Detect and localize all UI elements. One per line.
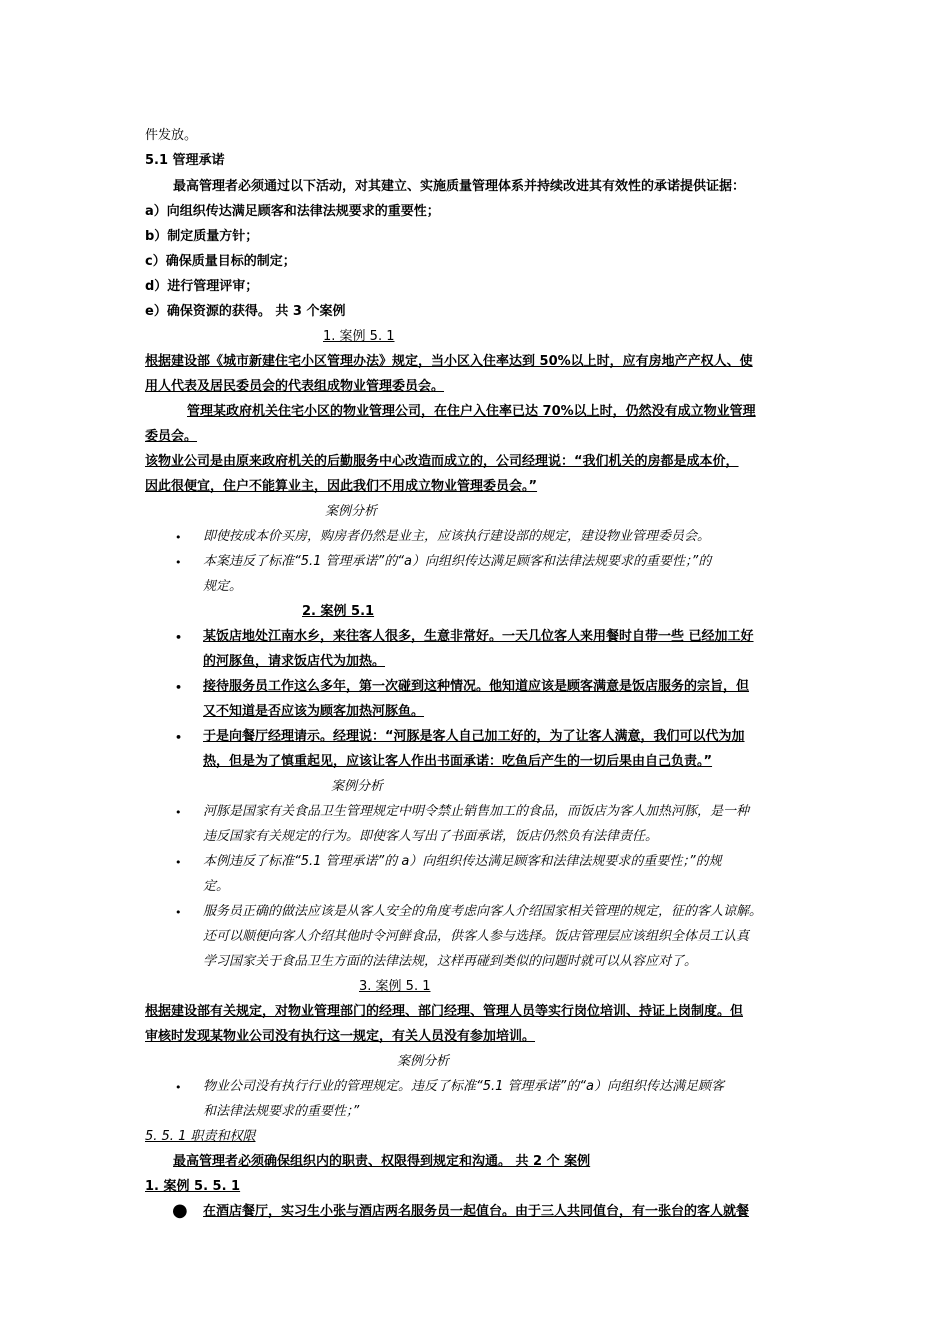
analysis-item: 和法律法规要求的重要性；” [203,1104,360,1119]
list-item: c）确保质量目标的制定； [145,254,296,269]
case-item: 热，但是为了慎重起见，应该让客人作出书面承诺：吃鱼后产生的一切后果由自己负责。” [203,754,713,769]
analysis-item: 规定。 [203,579,243,594]
bullet-icon: • [175,681,183,694]
analysis-item: 学习国家关于食品卫生方面的法律法规，这样再碰到类似的问题时就可以从容应对了。 [203,954,698,969]
text-line: 该物业公司是由原来政府机关的后勤服务中心改造而成立的，公司经理说：“我们机关的房都是成本价， [145,454,739,469]
analysis-heading: 案例分析 [325,504,378,519]
analysis-item: 即使按成本价买房，购房者仍然是业主，应该执行建设部的规定，建设物业管理委员会。 [203,529,711,544]
analysis-item: 服务员正确的做法应该是从客人安全的角度考虑向客人介绍国家相关管理的规定，征的客人谅解。 [203,904,763,919]
list-item: e）确保资源的获得。 共 3 个案例 [145,304,346,319]
case-item: 又不知道是否应该为顾客加热河豚鱼。 [203,704,425,719]
text-line: 因此很便宜，住户不能算业主，因此我们不用成立物业管理委员会。” [145,479,538,494]
case-item: 的河豚鱼，请求饭店代为加热。 [203,654,386,669]
bullet-icon: • [175,856,182,869]
text-line: 件发放。 [145,128,198,143]
text-line: 审核时发现某物业公司没有执行这一规定，有关人员没有参加培训。 [145,1029,536,1044]
case-title: 3. 案例 5. 1 [359,979,431,994]
analysis-item: 本案违反了标准“5.1 管理承诺”的“a）向组织传达满足顾客和法律法规要求的重要性；”的 [203,554,712,569]
list-item: d）进行管理评审； [145,279,259,294]
case-title: 1. 案例 5. 1 [323,329,395,344]
text-line: 管理某政府机关住宅小区的物业管理公司，在住户入住率已达 70%以上时，仍然没有成立物业管理 [187,404,756,419]
analysis-item: 还可以顺便向客人介绍其他时令河鲜食品，供客人参与选择。饭店管理层应该组织全体员工认真 [203,929,750,944]
text-line: 用人代表及居民委员会的代表组成物业管理委员会。 [145,379,445,394]
bullet-icon: • [175,806,182,819]
bullet-icon: ● [172,1200,188,1221]
analysis-item: 本例违反了标准“5.1 管理承诺”的 a）向组织传达满足顾客和法律法规要求的重要性；”的规 [203,854,722,869]
list-item: b）制定质量方针； [145,229,259,244]
analysis-heading: 案例分析 [397,1054,450,1069]
bullet-icon: • [175,556,182,569]
text-line: 最高管理者必须通过以下活动，对其建立、实施质量管理体系并持续改进其有效性的承诺提供证据： [173,179,746,194]
text-line: 委员会。 [145,429,198,444]
analysis-item: 物业公司没有执行行业的管理规定。违反了标准“5.1 管理承诺”的“a）向组织传达满足顾客 [203,1079,724,1094]
section-heading: 5.1 管理承诺 [145,153,225,168]
analysis-item: 违反国家有关规定的行为。即使客人写出了书面承诺，饭店仍然负有法律责任。 [203,829,659,844]
bullet-icon: • [175,531,182,544]
text-line: 根据建设部《城市新建住宅小区管理办法》规定，当小区入住率达到 50%以上时，应有房地产产权人、使 [145,354,753,369]
section-heading: 5. 5. 1 职责和权限 [145,1129,256,1144]
bullet-icon: • [175,1081,182,1094]
list-item: a）向组织传达满足顾客和法律法规要求的重要性； [145,204,440,219]
analysis-heading: 案例分析 [331,779,384,794]
bullet-icon: • [175,906,182,919]
analysis-item: 河豚是国家有关食品卫生管理规定中明令禁止销售加工的食品，而饭店为客人加热河豚，是一种 [203,804,750,819]
text-line: 根据建设部有关规定，对物业管理部门的经理、部门经理、管理人员等实行岗位培训、持证上岗制度。但 [145,1004,744,1019]
case-item: 于是向餐厅经理请示。经理说：“河豚是客人自己加工好的，为了让客人满意，我们可以代为加 [203,729,745,744]
bullet-icon: • [175,731,183,744]
case-item: 接待服务员工作这么多年，第一次碰到这种情况。他知道应该是顾客满意是饭店服务的宗旨，但 [203,679,750,694]
case-title: 2. 案例 5.1 [302,604,375,619]
bullet-icon: • [175,631,183,644]
case-title: 1. 案例 5. 5. 1 [145,1179,241,1194]
case-item: 某饭店地处江南水乡，来往客人很多，生意非常好。一天几位客人来用餐时自带一些 已经加工好 [203,629,754,644]
text-line: 最高管理者必须确保组织内的职责、权限得到规定和沟通。 共 2 个 案例 [173,1154,591,1169]
analysis-item: 定。 [203,879,230,894]
case-item: 在酒店餐厅，实习生小张与酒店两名服务员一起值台。由于三人共同值台，有一张台的客人就餐 [203,1204,750,1219]
